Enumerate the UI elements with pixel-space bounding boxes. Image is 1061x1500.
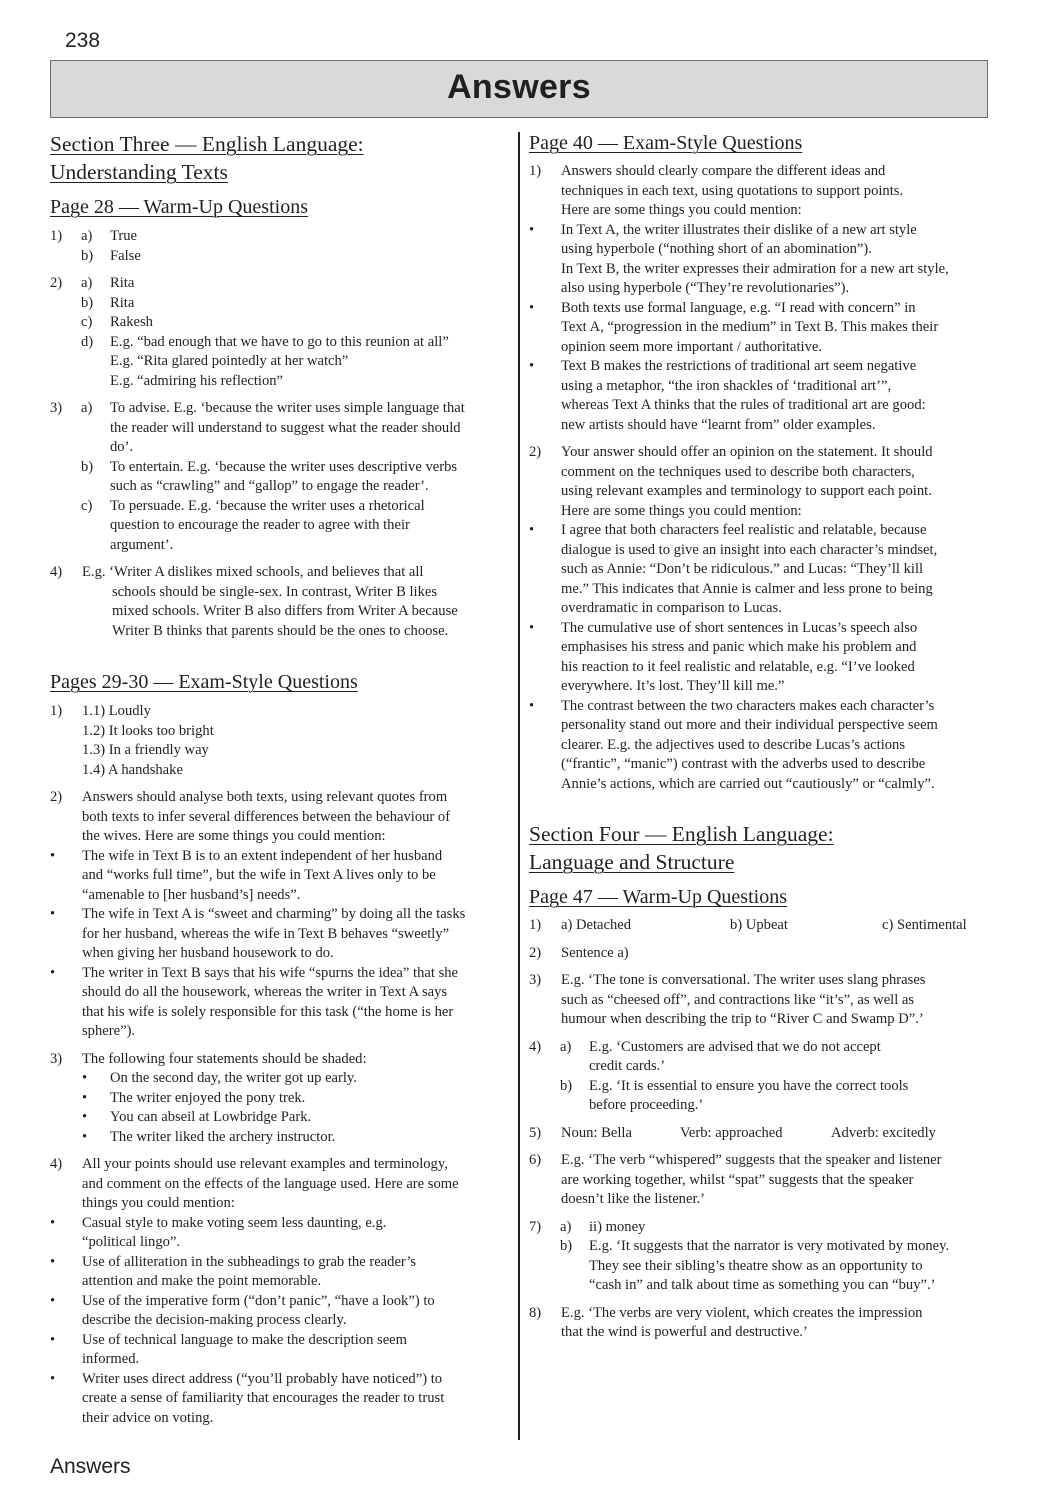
warmup-question-7-b-line: They see their sibling’s theatre show as an opportunity to (589, 1257, 923, 1274)
letter-a: a) (81, 275, 93, 291)
option-a: a) Detached (561, 917, 632, 933)
exam-question-4-bullet-text (82, 1331, 510, 1370)
page-40-question-1-bullet-line: whereas Text A thinks that the rules of traditional art are good: (561, 397, 926, 413)
question-2-b (50, 294, 510, 314)
question-number: 5) (529, 1124, 542, 1141)
question-3-b (50, 458, 510, 497)
page-40-question-1-bullet-line: also using hyperbole (“They’re revolutionaries”). (561, 280, 850, 296)
page-number: 238 (65, 29, 101, 52)
page-40-question-2-bullet-line: everywhere. It’s lost. They’ll kill me.” (561, 678, 785, 694)
exam-question-2-bullet-line: for her husband, whereas the wife in Text B behaves “sweetly” (82, 925, 450, 942)
exam-question-4-bullet-line: Casual style to make voting seem less daunting, e.g. (82, 1214, 387, 1231)
question-2-c (50, 313, 510, 333)
warmup-question-6-text (561, 1151, 991, 1210)
page-40-question-2-bullet-line: Annie’s actions, which are carried out “cautiously” or “calmly”. (561, 775, 935, 792)
exam-question-2-number: 2) (50, 789, 63, 805)
page-28-title: Page 28 — Warm-Up Questions (50, 196, 308, 218)
page-40-question-2-bullet-text (561, 521, 991, 619)
warmup-question-7-b-text (589, 1237, 991, 1296)
warmup-question-8-line: E.g. ‘The verbs are very violent, which creates the impression (561, 1304, 923, 1321)
warmup-question-4-b-line: before proceeding.’ (589, 1097, 704, 1113)
page-40-question-1-bullet (529, 357, 991, 435)
section-four-title: Language and Structure (529, 850, 735, 874)
question-number: 3) (50, 400, 63, 416)
warmup-question-4-b (529, 1077, 991, 1116)
warmup-question-4 (529, 1038, 991, 1077)
exam-question-3-bullet-line: The writer enjoyed the pony trek. (110, 1089, 306, 1106)
exam-question-4-bullet-line: Writer uses direct address (“you’ll probably have noticed”) to (82, 1370, 443, 1387)
question-3-b-text (110, 458, 510, 497)
exam-question-3-bullet-text (110, 1089, 510, 1109)
warmup-question-3-line: such as “cheesed off”, and contractions like “it’s”, as well as (561, 991, 915, 1008)
exam-question-4-bullet-line: attention and make the point memorable. (82, 1273, 322, 1289)
page-40-question-2-bullet-line: clearer. E.g. the adjectives used to describe Lucas’s actions (561, 736, 906, 753)
page-40-question-1-bullet-line: using hyperbole (“nothing short of an abomination”). (561, 241, 872, 257)
warmup-question-2-text (561, 944, 991, 964)
warmup-question-3-number: 3) (529, 972, 542, 988)
page-40-question-1-bullet-line: Text B makes the restrictions of traditional art seem negative (561, 358, 917, 374)
exam-question-2-bullet (50, 964, 510, 1042)
bullet-icon: • (82, 1070, 88, 1086)
bullet-icon: • (50, 906, 56, 922)
page-40-question-2-bullet (529, 619, 991, 697)
section-three-title-wrap (50, 130, 510, 186)
pages-29-30-title: Pages 29-30 — Exam-Style Questions (50, 671, 358, 693)
page-40-question-1-bullet-text (561, 221, 991, 299)
exam-question-4-bullet-text (82, 1370, 510, 1429)
warmup-question-6-line: doesn’t like the listener.’ (561, 1191, 706, 1207)
question-3-c-line: question to encourage the reader to agree with their (110, 517, 410, 533)
exam-question-3-bullet-line: On the second day, the writer got up early. (110, 1070, 357, 1086)
exam-question-4-line: things you could mention: (82, 1195, 235, 1211)
page-40-question-2-line: comment on the techniques used to describe both characters, (561, 463, 915, 480)
question-2-c-line: Rakesh (110, 314, 153, 330)
page-40-question-1-bullet-text (561, 357, 991, 435)
answer-line: 1.4) A handshake (82, 761, 183, 778)
page-40-question-2-bullet-line: his reaction to it feel realistic and relatable, e.g. “I’ve looked (561, 658, 915, 675)
exam-question-3-bullet-text (110, 1069, 510, 1089)
warmup-question-5 (529, 1124, 991, 1144)
letter-a: a) (81, 228, 93, 244)
answer-line: credit cards.’ (589, 1058, 666, 1074)
page-40-question-2-bullet (529, 521, 991, 619)
exam-question-3-bullet-text (110, 1128, 510, 1148)
page-40-question-1 (529, 162, 991, 221)
exam-question-2-bullet-line: should do all the housework, whereas the writer in Text A says (82, 984, 448, 1000)
warmup-question-8-number: 8) (529, 1304, 542, 1321)
question-4 (50, 563, 510, 641)
page-40-question-2-bullet (529, 697, 991, 795)
warmup-question-6-line: E.g. ‘The verb “whispered” suggests that the speaker and listener (561, 1152, 942, 1168)
page-40-question-1-number: 1) (529, 163, 542, 179)
footer-label: Answers (50, 1455, 131, 1478)
warmup-question-4-b-text (589, 1077, 991, 1116)
exam-question-1 (50, 702, 510, 780)
page-40-question-1-bullet-line: opinion seem more important / authoritative. (561, 338, 823, 355)
exam-question-4 (50, 1155, 510, 1214)
bullet-icon: • (82, 1089, 88, 1106)
warmup-question-6-line: are working together, whilst “spat” suggests that the speaker (561, 1171, 914, 1188)
exam-question-4-bullet-line: Use of technical language to make the description seem (82, 1331, 407, 1348)
column-divider (518, 132, 520, 1440)
page-40-question-2-bullet-line: dialogue is used to give an insight into each character’s mindset, (561, 541, 938, 558)
answer-line: Writer B thinks that parents should be the ones to choose. (112, 622, 449, 639)
exam-question-3-bullet (50, 1089, 510, 1109)
answer-line: mixed schools. Writer B also differs from Writer A because (112, 603, 458, 619)
adverb-answer: Adverb: excitedly (831, 1124, 936, 1141)
page-40-question-2-bullet-line: such as Annie: “Don’t be ridiculous.” and Lucas: “They’ll kill (561, 561, 924, 577)
page-40-question-1-text (561, 162, 991, 221)
exam-question-2-bullet-text (82, 905, 510, 964)
exam-question-2-bullet-text (82, 964, 510, 1042)
exam-question-3-bullet-line: The writer liked the archery instructor. (110, 1128, 336, 1145)
answer-line: E.g. ‘Writer A dislikes mixed schools, and believes that all (82, 564, 424, 580)
exam-question-4-bullet (50, 1331, 510, 1370)
bullet-icon: • (50, 1214, 56, 1231)
answer-line: Sentence a) (561, 944, 629, 961)
warmup-question-3 (529, 971, 991, 1030)
page-40-question-2-bullet-line: personality stand out more and their individual perspective seem (561, 717, 938, 733)
page-40-title-wrap (529, 130, 991, 156)
question-2-d-line: E.g. “bad enough that we have to go to this reunion at all” (110, 333, 449, 350)
letter-a: a) (560, 1218, 572, 1235)
warmup-question-7-b-letter: b) (560, 1238, 573, 1254)
question-number: 4) (529, 1038, 542, 1055)
page-40-question-1-bullet-line: new artists should have “learnt from” older examples. (561, 416, 876, 433)
warmup-question-7-text (589, 1218, 991, 1238)
exam-question-3-bullet-text (110, 1108, 510, 1128)
question-1-b (50, 247, 510, 267)
exam-question-2-bullet-line: sphere”). (82, 1023, 136, 1039)
warmup-question-1 (529, 916, 991, 936)
bullet-icon: • (529, 299, 535, 316)
answers-banner (50, 60, 988, 118)
warmup-question-4-text (589, 1038, 991, 1077)
exam-question-2-bullet (50, 847, 510, 906)
section-three-title: Understanding Texts (50, 160, 228, 184)
exam-question-2-bullet-line: that his wife is solely responsible for this task (“the home is her (82, 1003, 454, 1020)
question-2-d (50, 333, 510, 392)
exam-question-4-bullet-line: Use of the imperative form (“don’t panic”, “have a look”) to (82, 1292, 435, 1309)
question-1-b-letter: b) (81, 247, 94, 264)
question-1-b-line: False (110, 247, 141, 264)
page-40-question-2-bullet-line: The contrast between the two characters makes each character’s (561, 697, 935, 714)
question-number: 3) (50, 1050, 63, 1067)
exam-question-4-line: All your points should use relevant examples and terminology, (82, 1156, 448, 1172)
exam-question-2-bullet-line: when giving her husband housework to do. (82, 945, 334, 961)
question-3-b-letter: b) (81, 458, 94, 475)
page-40-question-2-bullet-line: I agree that both characters feel realistic and relatable, because (561, 522, 927, 538)
warmup-question-4-b-letter: b) (560, 1077, 573, 1094)
page-47-title-wrap (529, 884, 991, 910)
question-number: 1) (50, 703, 63, 719)
question-3 (50, 399, 510, 458)
page-40-question-1-bullet-line: using a metaphor, “the iron shackles of ‘traditional art’”, (561, 377, 892, 394)
page-40-question-2 (529, 443, 991, 521)
right-column (529, 130, 991, 1343)
warmup-question-6 (529, 1151, 991, 1210)
bullet-icon: • (50, 1331, 56, 1348)
exam-question-4-number: 4) (50, 1156, 63, 1172)
exam-question-2-text (82, 788, 510, 847)
exam-question-3-bullet (50, 1069, 510, 1089)
warmup-question-6-number: 6) (529, 1152, 542, 1168)
page-47-title: Page 47 — Warm-Up Questions (529, 886, 787, 908)
answer-line: True (110, 228, 138, 244)
answer-line: 1.3) In a friendly way (82, 742, 209, 758)
page-40-question-2-bullet-line: me.” This indicates that Annie is calmer and less prone to being (561, 580, 933, 597)
question-2-d-line: E.g. “admiring his reflection” (110, 372, 284, 389)
bullet-icon: • (82, 1128, 88, 1145)
exam-question-4-bullet-line: their advice on voting. (82, 1409, 214, 1426)
question-3-c-text (110, 497, 510, 556)
bullet-icon: • (529, 619, 535, 636)
exam-question-2-bullet-text (82, 847, 510, 906)
page-40-question-2-bullet-text (561, 619, 991, 697)
bullet-icon: • (529, 697, 535, 714)
page-40-question-2-bullet-line: overdramatic in comparison to Lucas. (561, 600, 782, 616)
exam-question-4-line: and comment on the effects of the language used. Here are some (82, 1175, 459, 1192)
bullet-icon: • (50, 1370, 56, 1387)
question-2-text (110, 274, 510, 294)
page-40-question-2-number: 2) (529, 444, 542, 460)
question-3-c-letter: c) (81, 497, 93, 514)
answer-line: To advise. E.g. ‘because the writer uses simple language that (110, 400, 465, 416)
verb-answer: Verb: approached (680, 1124, 783, 1141)
exam-question-4-bullet (50, 1253, 510, 1292)
left-column (50, 130, 510, 1428)
page-40-question-1-bullet-line: Text A, “progression in the medium” in Text B. This makes their (561, 319, 939, 335)
bullet-icon: • (529, 358, 535, 374)
question-number: 1) (50, 228, 63, 244)
warmup-question-3-text (561, 971, 991, 1030)
exam-question-3-bullet (50, 1128, 510, 1148)
bullet-icon: • (50, 1292, 56, 1309)
question-2-d-letter: d) (81, 333, 94, 350)
exam-question-4-text (82, 1155, 510, 1214)
page-40-question-2-text (561, 443, 991, 521)
question-2 (50, 274, 510, 294)
exam-question-4-bullet (50, 1370, 510, 1429)
bullet-icon: • (50, 964, 56, 981)
letter-a: a) (81, 400, 93, 416)
exam-question-2-line: the wives. Here are some things you could mention: (82, 828, 386, 844)
page-40-question-1-bullet (529, 299, 991, 358)
page-40-question-1-bullet-line: Both texts use formal language, e.g. “I read with concern” in (561, 299, 916, 316)
page-40-question-1-bullet-line: In Text B, the writer expresses their admiration for a new art style, (561, 260, 949, 277)
bullet-icon: • (50, 847, 56, 864)
section-four-title: Section Four — English Language: (529, 822, 834, 846)
page-40-question-1-bullet-line: In Text A, the writer illustrates their dislike of a new art style (561, 221, 917, 238)
exam-question-4-bullet-text (82, 1292, 510, 1331)
exam-question-3-bullet (50, 1108, 510, 1128)
bullet-icon: • (50, 1253, 56, 1270)
answer-line: schools should be single-sex. In contrast, Writer B likes (112, 583, 438, 600)
question-number: 4) (50, 564, 63, 580)
exam-question-4-bullet-line: Use of alliteration in the subheadings to grab the reader’s (82, 1253, 417, 1270)
question-3-c-line: argument’. (110, 536, 174, 553)
section-four-title-wrap (529, 820, 991, 876)
page-40-question-2-line: Here are some things you could mention: (561, 502, 802, 519)
letter-a: a) (560, 1038, 572, 1055)
exam-question-4-bullet-line: informed. (82, 1351, 140, 1367)
question-3-b-line: such as “crawling” and “gallop” to engage the reader’. (110, 478, 429, 494)
pages-29-30-title-wrap (50, 669, 510, 695)
answer-line: E.g. ‘Customers are advised that we do not accept (589, 1038, 881, 1055)
page-40-title: Page 40 — Exam-Style Questions (529, 132, 803, 154)
answer-line: the reader will understand to suggest what the reader should (110, 419, 461, 436)
page-40-question-2-bullet-line: (“frantic”, “manic”) contrast with the adverbs used to describe (561, 756, 926, 772)
exam-question-2-bullet (50, 905, 510, 964)
answer-line: 1.1) Loudly (82, 703, 151, 719)
bullet-icon: • (529, 221, 535, 238)
question-number: 2) (529, 944, 542, 961)
question-2-b-letter: b) (81, 294, 94, 311)
page-40-question-1-bullet-text (561, 299, 991, 358)
question-2-d-text (110, 333, 510, 392)
question-3-text (110, 399, 510, 458)
question-2-b-text (110, 294, 510, 314)
page-40-question-1-bullet (529, 221, 991, 299)
question-3-b-line: To entertain. E.g. ‘because the writer uses descriptive verbs (110, 458, 458, 475)
exam-question-2-bullet-line: The wife in Text A is “sweet and charming” by doing all the tasks (82, 906, 466, 922)
page-40-question-1-line: Here are some things you could mention: (561, 202, 802, 218)
warmup-question-7-b-line: “cash in” and talk about time as something you can “buy”.’ (589, 1277, 936, 1293)
exam-question-4-bullet-text (82, 1214, 510, 1253)
exam-question-2-line: both texts to infer several differences between the behaviour of (82, 808, 451, 825)
exam-question-4-bullet-line: create a sense of familiarity that encourages the reader to trust (82, 1390, 445, 1406)
exam-question-3 (50, 1050, 510, 1070)
warmup-question-2 (529, 944, 991, 964)
exam-question-4-bullet-text (82, 1253, 510, 1292)
warmup-question-8 (529, 1304, 991, 1343)
exam-question-2-line: Answers should analyse both texts, using relevant quotes from (82, 789, 448, 805)
exam-question-2-bullet-line: The wife in Text B is to an extent independent of her husband (82, 847, 443, 864)
warmup-question-7-b-line: E.g. ‘It suggests that the narrator is very motivated by money. (589, 1238, 950, 1254)
warmup-question-7-b (529, 1237, 991, 1296)
bullet-icon: • (82, 1109, 88, 1125)
exam-question-2-bullet-line: “amenable to [her husband’s] needs”. (82, 886, 301, 903)
exam-question-4-bullet (50, 1214, 510, 1253)
page-40-question-1-line: Answers should clearly compare the different ideas and (561, 163, 886, 179)
noun-answer: Noun: Bella (561, 1124, 632, 1141)
question-1-text (110, 227, 510, 247)
answer-line: ii) money (589, 1218, 646, 1235)
exam-question-2 (50, 788, 510, 847)
page-40-question-2-bullet-line: emphasises his stress and panic which make his problem and (561, 639, 917, 655)
question-2-c-letter: c) (81, 314, 93, 330)
option-c: c) Sentimental (882, 917, 967, 933)
question-number: 2) (50, 275, 63, 291)
warmup-question-8-text (561, 1304, 991, 1343)
section-three-title: Section Three — English Language: (50, 132, 364, 156)
page-40-question-2-line: using relevant examples and terminology to support each point. (561, 483, 932, 499)
answer-line: Rita (110, 275, 135, 291)
question-3-c-line: To persuade. E.g. ‘because the writer uses a rhetorical (110, 497, 425, 514)
warmup-question-3-line: E.g. ‘The tone is conversational. The writer uses slang phrases (561, 972, 926, 988)
question-number: 7) (529, 1218, 542, 1235)
exam-question-2-bullet-line: The writer in Text B says that his wife “spurns the idea” that she (82, 964, 459, 981)
page-40-question-2-bullet-line: The cumulative use of short sentences in Lucas’s speech also (561, 619, 918, 636)
exam-question-4-bullet (50, 1292, 510, 1331)
exam-question-1-text (82, 702, 510, 780)
banner-title: Answers (447, 68, 591, 106)
exam-question-4-bullet-line: “political lingo”. (82, 1234, 181, 1250)
question-1 (50, 227, 510, 247)
answer-line: 1.2) It looks too bright (82, 722, 214, 739)
answer-line: do’. (110, 439, 134, 455)
question-1-b-text (110, 247, 510, 267)
exam-question-2-bullet-line: and “works full time”, but the wife in Text A lives only to be (82, 867, 436, 883)
exam-question-3-bullet-line: You can abseil at Lowbridge Park. (110, 1109, 312, 1125)
question-2-c-text (110, 313, 510, 333)
answer-line: The following four statements should be shaded: (82, 1050, 367, 1067)
warmup-question-7 (529, 1218, 991, 1238)
warmup-question-4-b-line: E.g. ‘It is essential to ensure you have the correct tools (589, 1077, 909, 1094)
exam-question-4-bullet-line: describe the decision-making process clearly. (82, 1312, 347, 1328)
page-28-title-wrap (50, 194, 510, 220)
question-2-d-line: E.g. “Rita glared pointedly at her watch” (110, 353, 349, 369)
option-b: b) Upbeat (730, 917, 788, 933)
warmup-question-8-line: that the wind is powerful and destructive.’ (561, 1324, 808, 1340)
bullet-icon: • (529, 522, 535, 538)
question-number: 1) (529, 917, 542, 933)
question-3-c (50, 497, 510, 556)
exam-question-3-text (82, 1050, 510, 1070)
page-40-question-2-line: Your answer should offer an opinion on the statement. It should (561, 444, 933, 460)
question-4-text (82, 563, 510, 641)
page-40-question-2-bullet-text (561, 697, 991, 795)
page-40-question-1-line: techniques in each text, using quotations to support points. (561, 182, 904, 199)
question-2-b-line: Rita (110, 294, 135, 311)
warmup-question-3-line: humour when describing the trip to “River C and Swamp D”.’ (561, 1011, 924, 1027)
